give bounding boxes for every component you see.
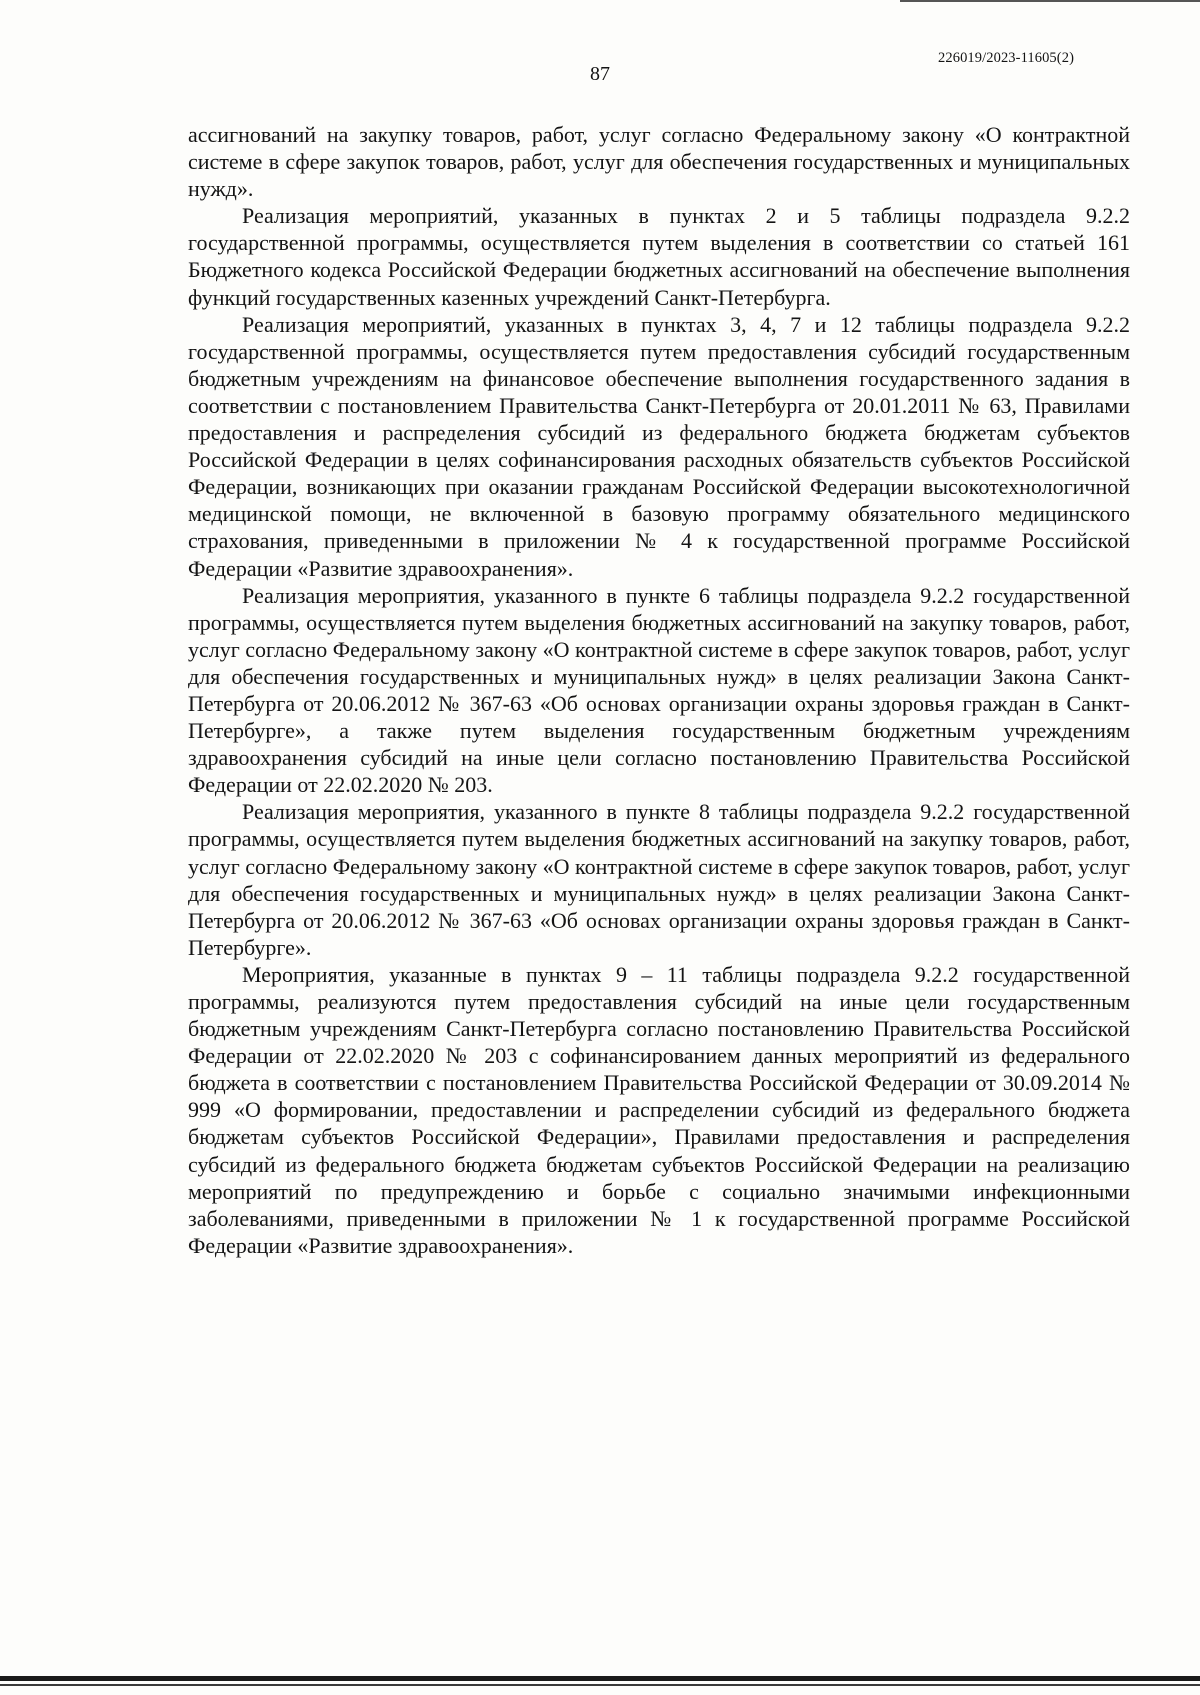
- scan-bottom-edge-thin: [0, 1684, 1200, 1686]
- page-number: 87: [590, 63, 610, 85]
- document-body: [188, 121, 1130, 1259]
- paragraph-1: ассигнований на закупку товаров, работ, услуг согласно Федеральному закону «О контрактной системе в сфере закупок товаров, работ, услуг для обеспечения государственных и муниципальных нужд».: [188, 122, 1130, 202]
- paragraph-4: Реализация мероприятия, указанного в пункте 6 таблицы подраздела 9.2.2 государственной программы, осуществляется путем выделения бюджетных ассигнований на закупку товаров, работ, услуг согласно Федеральному закону «О контрактной системе в сфере закупок товаров, работ, услуг для обеспечения государственных и муниципальных нужд» в целях реализации Закона Санкт-Петербурга от 20.06.2012 № 367-63 «Об основах организации охраны здоровья граждан в Санкт-Петербурге», а также путем выделения государственным бюджетным учреждениям здравоохранения субсидий на иные цели согласно постановлению Правительства Российской Федерации от 22.02.2020 № 203.: [188, 582, 1130, 798]
- paragraph-6: Мероприятия, указанные в пунктах 9 – 11 таблицы подраздела 9.2.2 государственной программы, реализуются путем предоставления субсидий на иные цели государственным бюджетным учреждениям Санкт-Петербурга согласно постановлению Правительства Российской Федерации от 22.02.2020 № 203 с софинансированием данных мероприятий из федерального бюджета в соответствии с постановлением Правительства Российской Федерации от 30.09.2014 № 999 «О формировании, предоставлении и распределении субсидий из федерального бюджета бюджетам субъектов Российской Федерации», Правилами предоставления и распределения субсидий из федерального бюджета бюджетам субъектов Российской Федерации на реализацию мероприятий по предупреждению и борьбе с социально значимыми инфекционными заболеваниями, приведенными в приложении № 1 к государственной программе Российской Федерации «Развитие здравоохранения».: [188, 961, 1130, 1258]
- paragraph-3: Реализация мероприятий, указанных в пунктах 3, 4, 7 и 12 таблицы подраздела 9.2.2 государственной программы, осуществляется путем предоставления субсидий государственным бюджетным учреждениям на финансовое обеспечение выполнения государственного задания в соответствии с постановлением Правительства Санкт-Петербурга от 20.01.2011 № 63, Правилами предоставления и распределения субсидий из федерального бюджета бюджетам субъектов Российской Федерации в целях софинансирования расходных обязательств субъектов Российской Федерации, возникающих при оказании гражданам Российской Федерации высокотехнологичной медицинской помощи, не включенной в базовую программу обязательного медицинского страхования, приведенными в приложении № 4 к государственной программе Российской Федерации «Развитие здравоохранения».: [188, 311, 1130, 581]
- paragraph-2: Реализация мероприятий, указанных в пунктах 2 и 5 таблицы подраздела 9.2.2 государственной программы, осуществляется путем выделения в соответствии со статьей 161 Бюджетного кодекса Российской Федерации бюджетных ассигнований на обеспечение выполнения функций государственных казенных учреждений Санкт-Петербурга.: [188, 203, 1130, 310]
- paragraph-5: Реализация мероприятия, указанного в пункте 8 таблицы подраздела 9.2.2 государственной программы, осуществляется путем выделения бюджетных ассигнований на закупку товаров, работ, услуг согласно Федеральному закону «О контрактной системе в сфере закупок товаров, работ, услуг для обеспечения государственных и муниципальных нужд» в целях реализации Закона Санкт-Петербурга от 20.06.2012 № 367-63 «Об основах организации охраны здоровья граждан в Санкт-Петербурге».: [188, 799, 1130, 960]
- scan-top-edge: [900, 0, 1200, 2]
- document-id: 226019/2023-11605(2): [938, 50, 1074, 66]
- scan-bottom-edge: [0, 1676, 1200, 1681]
